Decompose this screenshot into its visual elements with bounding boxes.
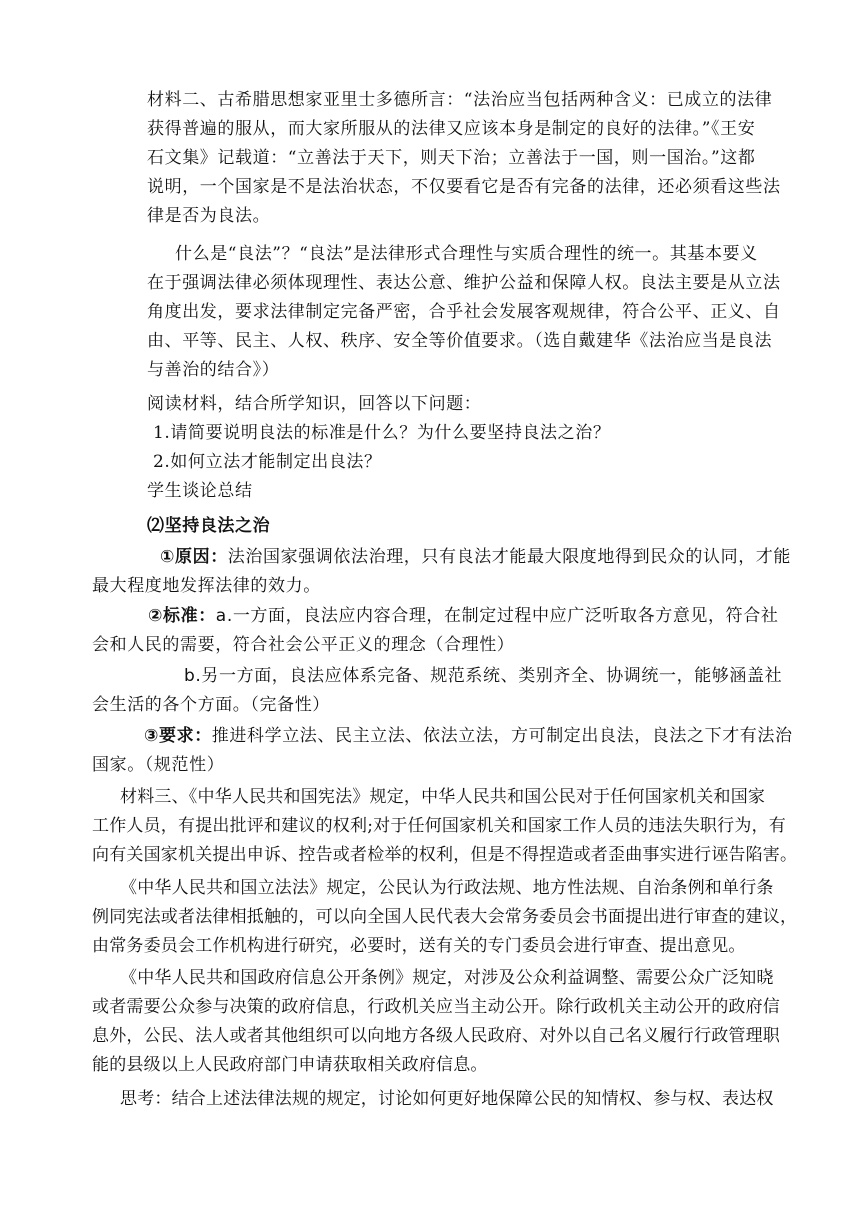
requirement-paragraph	[92, 722, 793, 780]
text-line: 与善治的结合》）	[147, 360, 280, 380]
text-line: 律是否为良法。	[147, 206, 271, 226]
text-line: 能的县级以上人民政府部门申请获取相关政府信息。	[92, 1055, 488, 1075]
reading-prompt: 阅读材料，结合所学知识，回答以下问题：	[147, 394, 482, 414]
standard-paragraph	[92, 602, 778, 660]
good-law-paragraph	[147, 240, 781, 385]
reason-label: ①原因：	[160, 547, 228, 567]
text-line: 法治国家强调依法治理，只有良法才能最大限度地得到民众的认同，才能	[227, 547, 791, 567]
section-heading: ⑵坚持良法之治	[147, 516, 271, 536]
questions-block	[147, 390, 610, 506]
info-disclosure-paragraph	[92, 964, 780, 1080]
text-line: 国家。（规范性）	[92, 755, 225, 775]
text-line: 会和人民的需要，符合社会公平正义的理念（合理性）	[92, 635, 515, 655]
reason-paragraph	[92, 543, 791, 601]
text-line: 由、平等、民主、人权、秩序、安全等价值要求。（选自戴建华《法治应当是良法	[147, 331, 773, 351]
text-line: 向有关国家机关提出申诉、控告或者检举的权利，但是不得捏造或者歪曲事实进行诬告陷害。	[92, 845, 798, 865]
text-line: 《中华人民共和国政府信息公开条例》规定，对涉及公众利益调整、需要公众广泛知晓	[120, 968, 774, 988]
text-line: 推进科学立法、民主立法、依法立法，方可制定出良法，良法之下才有法治	[211, 726, 793, 746]
legislation-law-paragraph	[92, 874, 797, 961]
text-line: 获得普遍的服从，而大家所服从的法律又应该本身是制定的良好的法律。”《王安	[147, 119, 756, 139]
text-line: 说明，一个国家是不是法治状态，不仅要看它是否有完备的法律，还必须看这些法	[147, 177, 781, 197]
text-line: 石文集》记载道：“立善法于天下，则天下治；立善法于一国，则一国治。”这都	[147, 148, 756, 168]
student-summary: 学生谈论总结	[147, 481, 253, 501]
requirement-label: ③要求：	[144, 726, 212, 746]
text-line: 或者需要公众参与决策的政府信息，行政机关应当主动公开。除行政机关主动公开的政府信	[92, 997, 780, 1017]
text-line: 会生活的各个方面。（完备性）	[92, 695, 330, 715]
text-line: 思考：结合上述法律法规的规定，讨论如何更好地保障公民的知情权、参与权、表达权	[120, 1089, 774, 1109]
text-line: 在于强调法律必须体现理性、表达公意、维护公益和保障人权。良法主要是从立法	[147, 273, 781, 293]
text-line: a.一方面，良法应内容合理，在制定过程中应广泛听取各方意见，符合社	[215, 606, 779, 626]
text-line: b.另一方面，良法应体系完备、规范系统、类别齐全、协调统一，能够涵盖社	[184, 666, 783, 686]
text-line: 工作人员，有提出批评和建议的权利;对于任何国家机关和国家工作人员的违法失职行为，有	[92, 816, 786, 836]
text-line: 息外，公民、法人或者其他组织可以向地方各级人民政府、对外以自己名义履行行政管理职	[92, 1026, 780, 1046]
standard-label: ②标准：	[148, 606, 216, 626]
material-three-paragraph	[92, 783, 797, 870]
text-line: 由常务委员会工作机构进行研究，必要时，送有关的专门委员会进行审查、提出意见。	[92, 936, 746, 956]
text-line: 最大程度地发挥法律的效力。	[92, 576, 321, 596]
text-line: 什么是“良法”？“良法”是法律形式合理性与实质合理性的统一。其基本要义	[175, 244, 758, 264]
text-line: 材料二、古希腊思想家亚里士多德所言：“法治应当包括两种含义：已成立的法律	[147, 90, 773, 110]
text-line: 材料三、《中华人民共和国宪法》规定，中华人民共和国公民对于任何国家机关和国家	[120, 787, 766, 807]
material-two-paragraph	[147, 86, 781, 231]
text-line: 例同宪法或者法律相抵触的，可以向全国人民代表大会常务委员会书面提出进行审查的建议，	[92, 907, 798, 927]
think-paragraph	[92, 1085, 774, 1114]
text-line: 《中华人民共和国立法法》规定，公民认为行政法规、地方性法规、自治条例和单行条	[120, 878, 774, 898]
question-one: 1.请简要说明良法的标准是什么？为什么要坚持良法之治？	[153, 423, 611, 443]
standard-b-paragraph	[92, 662, 782, 720]
question-two: 2.如何立法才能制定出良法？	[153, 452, 382, 472]
text-line: 角度出发，要求法律制定完备严密，合乎社会发展客观规律，符合公平、正义、自	[147, 302, 781, 322]
